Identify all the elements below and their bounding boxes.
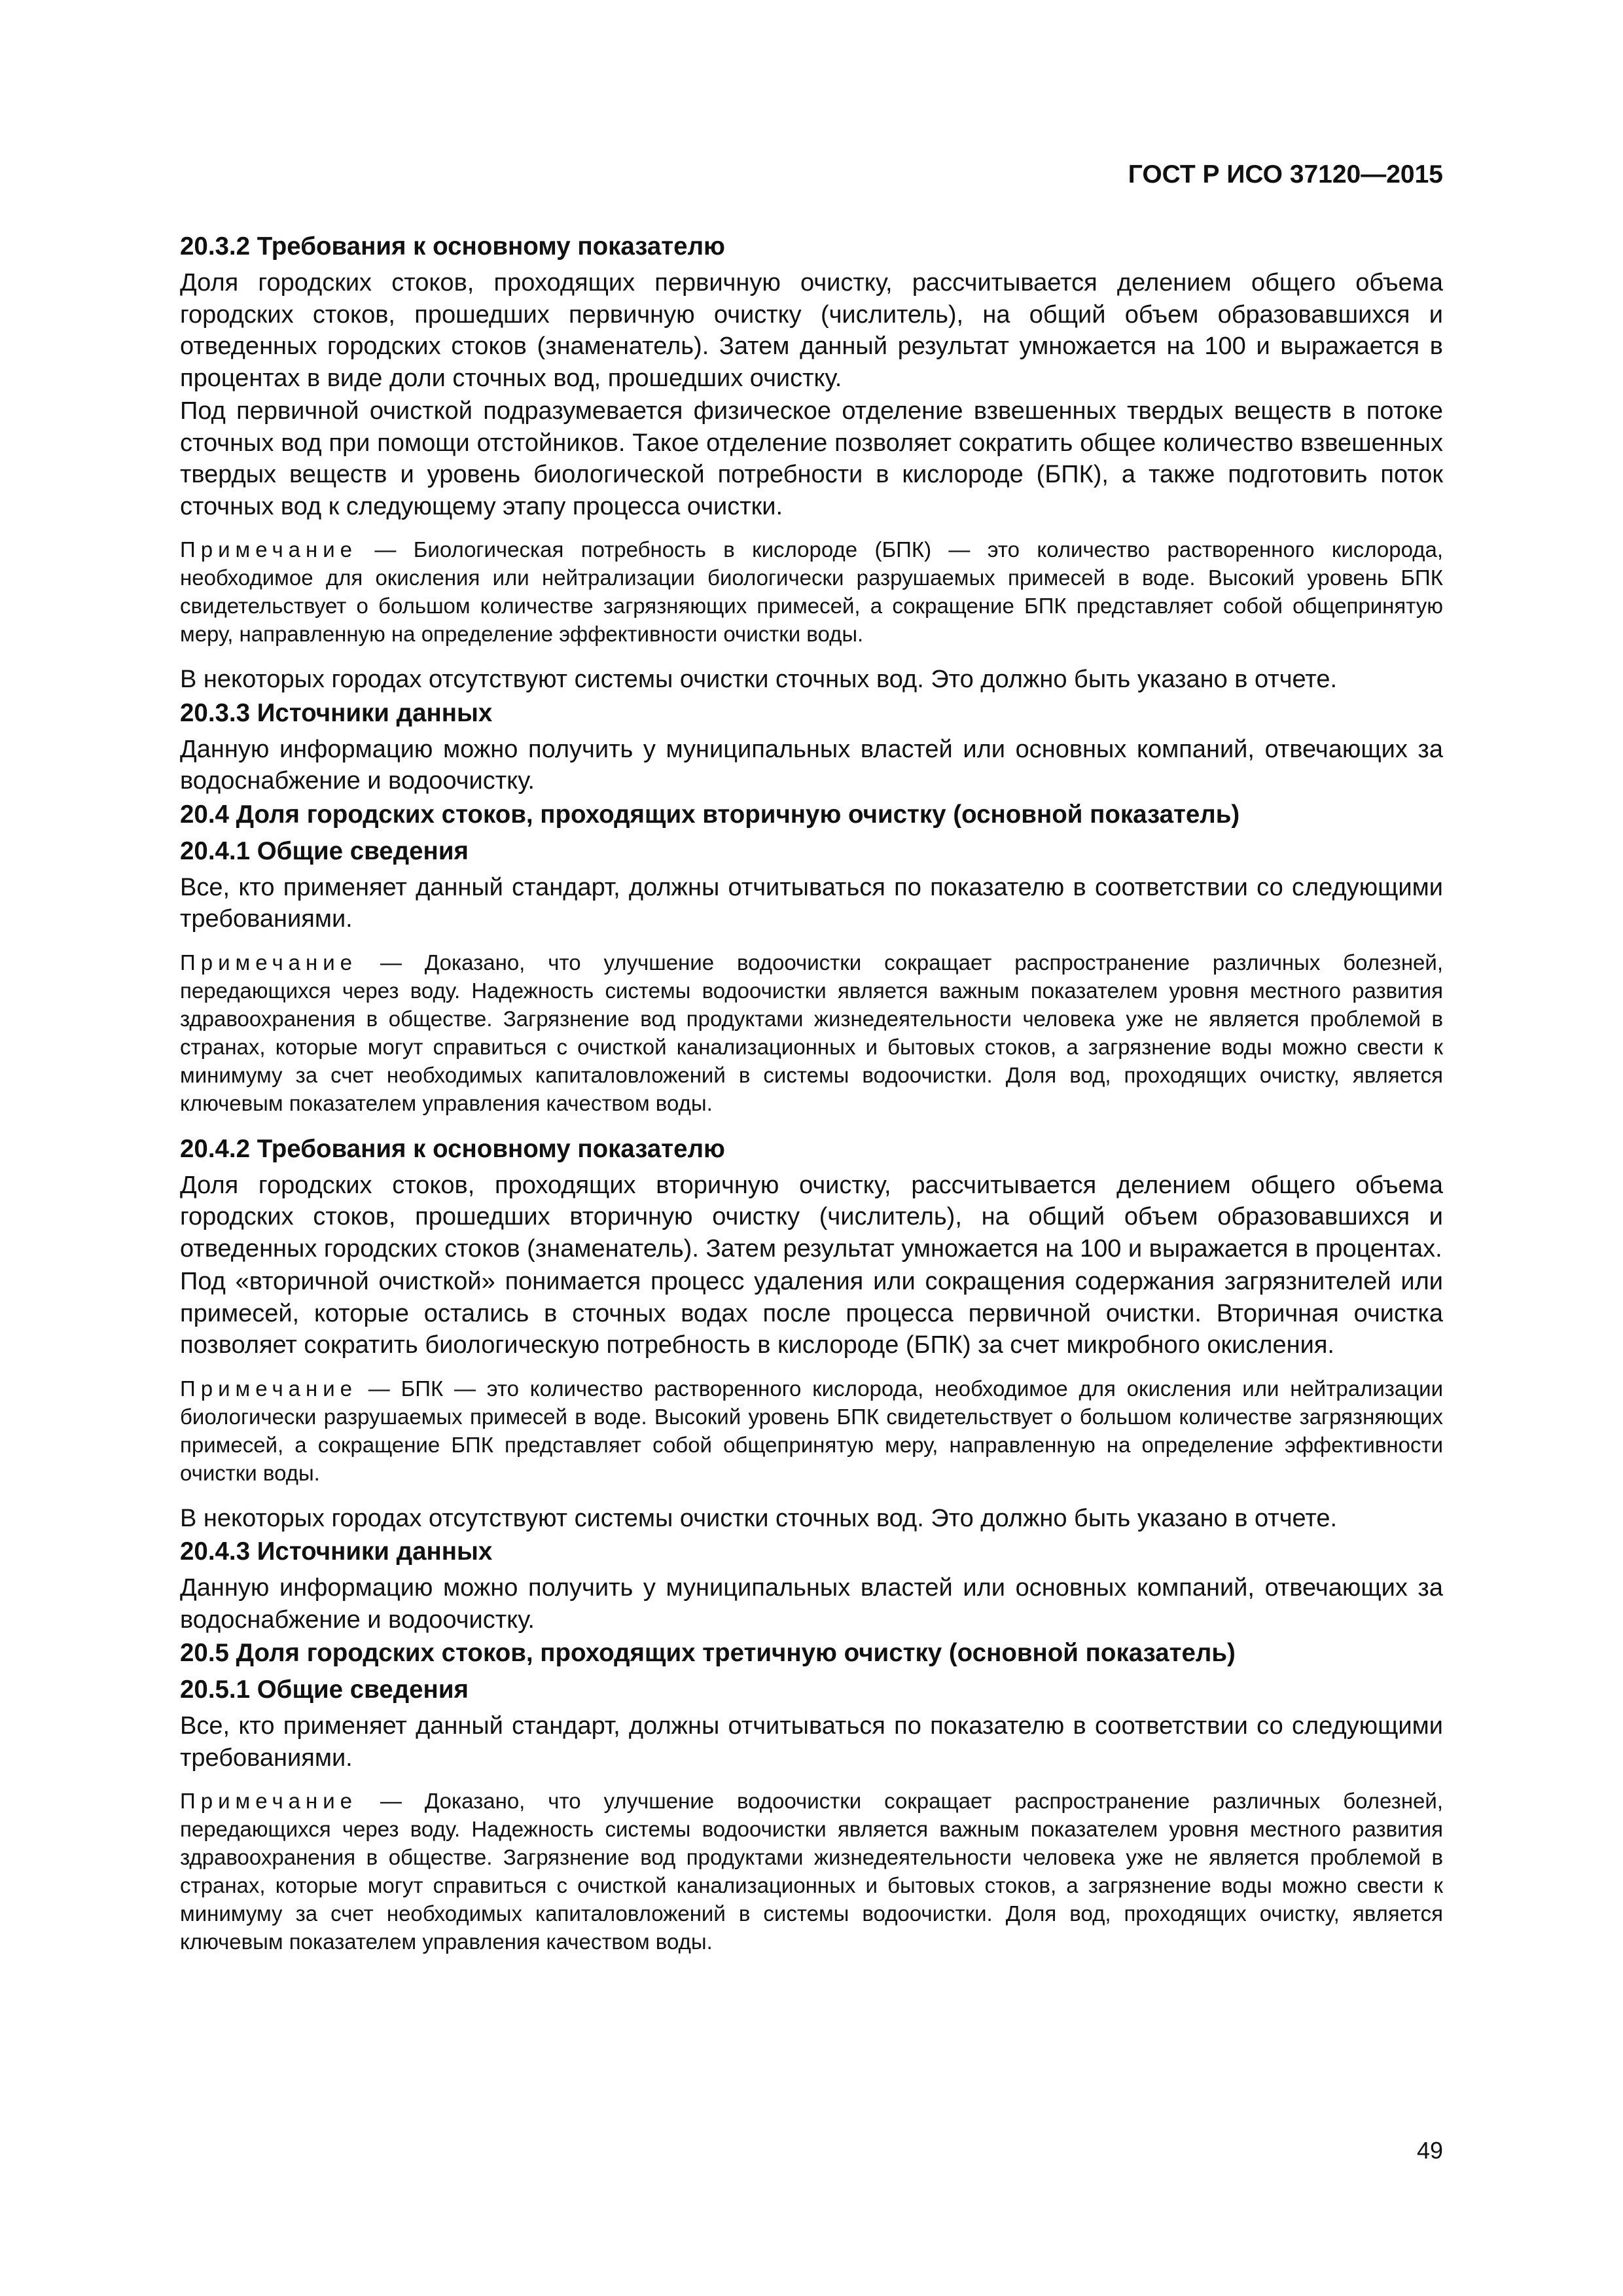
note-text: — БПК — это количество растворенного кислорода, необходимое для окисления или нейтрализации биологически разрушаемых примесей в воде. Высокий уровень БПК свидетельствует о большом количестве загрязняющих примесей, а сокращение БПК представляет собой общепринятую меру, направленную на определение эффективности очистки воды. xyxy=(180,1376,1443,1485)
note-text: — Доказано, что улучшение водоочистки сокращает распространение различных болезней, передающихся через воду. Надежность системы водоочистки является важным показателем уровня местного развития здравоохранения в обществе. Загрязнение вод продуктами жизнедеятельности человека уже не является проблемой в странах, которые могут справиться с очисткой канализационных и бытовых стоков, а загрязнение воды можно свести к минимуму за счет необходимых капиталовложений в системы водоочистки. Доля вод, проходящих очистку, является ключевым показателем управления качеством воды. xyxy=(180,950,1443,1115)
paragraph: Доля городских стоков, проходящих первичную очистку, рассчитывается делением общего объема городских стоков, прошедших первичную очистку (числитель), на общий объем образовавшихся и отведенных городских стоков (знаменатель). Затем данный результат умножается на 100 и выражается в процентах в виде доли сточных вод, прошедших очистку. xyxy=(180,269,1443,392)
note-label: Примечание xyxy=(180,1789,358,1813)
paragraph: Под первичной очисткой подразумевается физическое отделение взвешенных твердых веществ в потоке сточных вод при помощи отстойников. Такое отделение позволяет сократить общее количество взвешенных твердых веществ и уровень биологической потребности в кислороде (БПК), а также подготовить поток сточных вод к следующему этапу процесса очистки. xyxy=(180,397,1443,520)
note-label: Примечание xyxy=(180,1376,358,1401)
page-number: 49 xyxy=(1416,2137,1443,2164)
paragraph: Все, кто применяет данный стандарт, должны отчитываться по показателю в соответствии со следующими требованиями. xyxy=(180,873,1443,933)
section-heading: 20.4.3 Источники данных xyxy=(180,1537,493,1566)
section-heading: 20.3.2 Требования к основному показателю xyxy=(180,232,725,260)
note xyxy=(180,1787,1443,1956)
document-id-header: ГОСТ Р ИСО 37120—2015 xyxy=(1128,160,1443,188)
paragraph: Данную информацию можно получить у муниципальных властей или основных компаний, отвечающих за водоснабжение и водоочистку. xyxy=(180,735,1443,795)
note xyxy=(180,948,1443,1117)
note-text: — Доказано, что улучшение водоочистки сокращает распространение различных болезней, передающихся через воду. Надежность системы водоочистки является важным показателем уровня местного развития здравоохранения в обществе. Загрязнение вод продуктами жизнедеятельности человека уже не является проблемой в странах, которые могут справиться с очисткой канализационных и бытовых стоков, а загрязнение воды можно свести к минимуму за счет необходимых капиталовложений в системы водоочистки. Доля вод, проходящих очистку, является ключевым показателем управления качеством воды. xyxy=(180,1789,1443,1954)
paragraph: Доля городских стоков, проходящих вторичную очистку, рассчитывается делением общего объема городских стоков, прошедших вторичную очистку (числитель), на общий объем образовавшихся и отведенных городских стоков (знаменатель). Затем результат умножается на 100 и выражается в процентах. xyxy=(180,1171,1443,1263)
paragraph: Данную информацию можно получить у муниципальных властей или основных компаний, отвечающих за водоснабжение и водоочистку. xyxy=(180,1574,1443,1634)
section-heading: 20.4.2 Требования к основному показателю xyxy=(180,1134,725,1163)
section-heading: 20.5 Доля городских стоков, проходящих третичную очистку (основной показатель) xyxy=(180,1639,1236,1667)
note-label: Примечание xyxy=(180,950,358,975)
note-text: — Биологическая потребность в кислороде (БПК) — это количество растворенного кислорода, необходимое для окисления или нейтрализации биологически разрушаемых примесей в воде. Высокий уровень БПК свидетельствует о большом количестве загрязняющих примесей, а сокращение БПК представляет собой общепринятую меру, направленную на определение эффективности очистки воды. xyxy=(180,537,1443,646)
document-body xyxy=(180,230,1443,1971)
note-label: Примечание xyxy=(180,537,358,562)
paragraph: В некоторых городах отсутствуют системы очистки сточных вод. Это должно быть указано в отчете. xyxy=(180,1504,1338,1532)
section-heading: 20.5.1 Общие сведения xyxy=(180,1676,469,1704)
section-heading: 20.4 Доля городских стоков, проходящих вторичную очистку (основной показатель) xyxy=(180,800,1240,829)
section-heading: 20.4.1 Общие сведения xyxy=(180,836,469,865)
note xyxy=(180,1374,1443,1487)
paragraph: В некоторых городах отсутствуют системы очистки сточных вод. Это должно быть указано в отчете. xyxy=(180,666,1338,693)
note xyxy=(180,535,1443,648)
paragraph: Под «вторичной очисткой» понимается процесс удаления или сокращения содержания загрязнителей или примесей, которые остались в сточных водах после процесса первичной очистки. Вторичная очистка позволяет сократить биологическую потребность в кислороде (БПК) за счет микробного окисления. xyxy=(180,1268,1443,1359)
section-heading: 20.3.3 Источники данных xyxy=(180,698,493,727)
paragraph: Все, кто применяет данный стандарт, должны отчитываться по показателю в соответствии со следующими требованиями. xyxy=(180,1712,1443,1772)
